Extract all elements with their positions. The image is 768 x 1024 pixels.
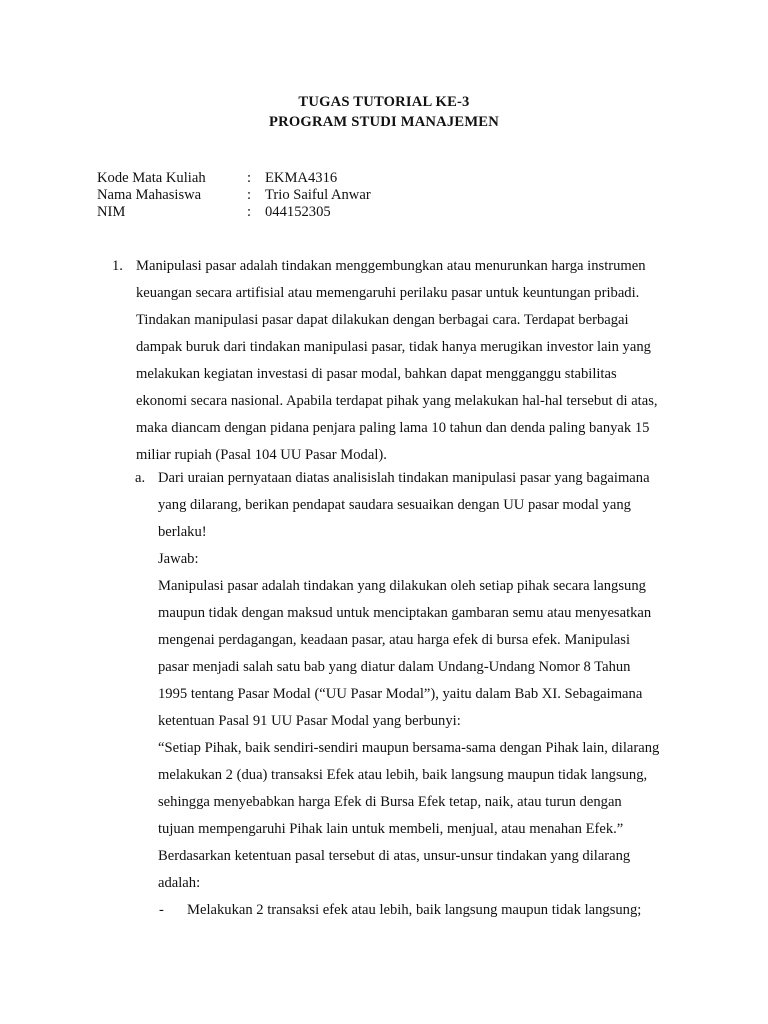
document-subtitle: PROGRAM STUDI MANAJEMEN [269,114,499,130]
text-line: miliar rupiah (Pasal 104 UU Pasar Modal). [136,447,387,463]
info-value: EKMA4316 [265,170,338,186]
quote-line: melakukan 2 (dua) transaksi Efek atau lebih, baik langsung maupun tidak langsung, [158,767,648,783]
bullet-dash: - [159,902,164,918]
text-line: 1995 tentang Pasar Modal (“UU Pasar Modal”), yaitu dalam Bab XI. Sebagaimana [158,686,643,702]
subquestion-text [158,465,665,897]
text-line: melakukan kegiatan investasi di pasar modal, bahkan dapat mengganggu stabilitas [136,366,617,382]
text-line: Dari uraian pernyataan diatas analisislah tindakan manipulasi pasar yang bagaimana [158,470,650,486]
question-number: 1. [112,258,123,274]
text-line: maupun tidak dengan maksud untuk menciptakan gambaran semu atau menyesatkan [158,605,652,621]
text-line: maka diancam dengan pidana penjara paling lama 10 tahun dan denda paling banyak 15 [136,420,650,436]
quote-line: “Setiap Pihak, baik sendiri-sendiri maupun bersama-sama dengan Pihak lain, dilarang [158,740,660,756]
bullet-text: Melakukan 2 transaksi efek atau lebih, baik langsung maupun tidak langsung; [187,902,642,918]
text-line: mengenai perdagangan, keadaan pasar, atau harga efek di bursa efek. Manipulasi [158,632,631,648]
text-line: keuangan secara artifisial atau memengaruhi perilaku pasar untuk keuntungan pribadi. [136,285,640,301]
text-line: pasar menjadi salah satu bab yang diatur dalam Undang-Undang Nomor 8 Tahun [158,659,631,675]
info-label: Nama Mahasiswa [97,187,202,203]
document-title: TUGAS TUTORIAL KE-3 [298,94,470,110]
info-value: Trio Saiful Anwar [265,187,371,203]
text-line: ketentuan Pasal 91 UU Pasar Modal yang berbunyi: [158,713,461,729]
quote-line: tujuan mempengaruhi Pihak lain untuk membeli, menjual, atau menahan Efek.” [158,821,624,837]
text-line: Tindakan manipulasi pasar dapat dilakukan dengan berbagai cara. Terdapat berbagai [136,312,629,328]
subquestion-letter: a. [135,470,146,486]
info-value: 044152305 [265,204,331,220]
question-text [136,253,672,469]
info-colon: : [247,170,252,186]
info-label: NIM [97,204,126,220]
info-label: Kode Mata Kuliah [97,170,206,186]
text-line: Manipulasi pasar adalah tindakan menggembungkan atau menurunkan harga instrumen [136,258,646,274]
text-line: ekonomi secara nasional. Apabila terdapat pihak yang melakukan hal-hal tersebut di atas, [136,393,658,409]
info-colon: : [247,187,252,203]
text-line: berlaku! [158,524,207,540]
text-line: adalah: [158,875,201,891]
answer-label: Jawab: [158,551,199,567]
text-line: Manipulasi pasar adalah tindakan yang dilakukan oleh setiap pihak secara langsung [158,578,646,594]
text-line: dampak buruk dari tindakan manipulasi pasar, tidak hanya merugikan investor lain yang [136,339,651,355]
text-line: yang dilarang, berikan pendapat saudara sesuaikan dengan UU pasar modal yang [158,497,631,513]
quote-line: sehingga menyebabkan harga Efek di Bursa Efek tetap, naik, atau turun dengan [158,794,622,810]
info-colon: : [247,204,252,220]
text-line: Berdasarkan ketentuan pasal tersebut di atas, unsur-unsur tindakan yang dilarang [158,848,631,864]
